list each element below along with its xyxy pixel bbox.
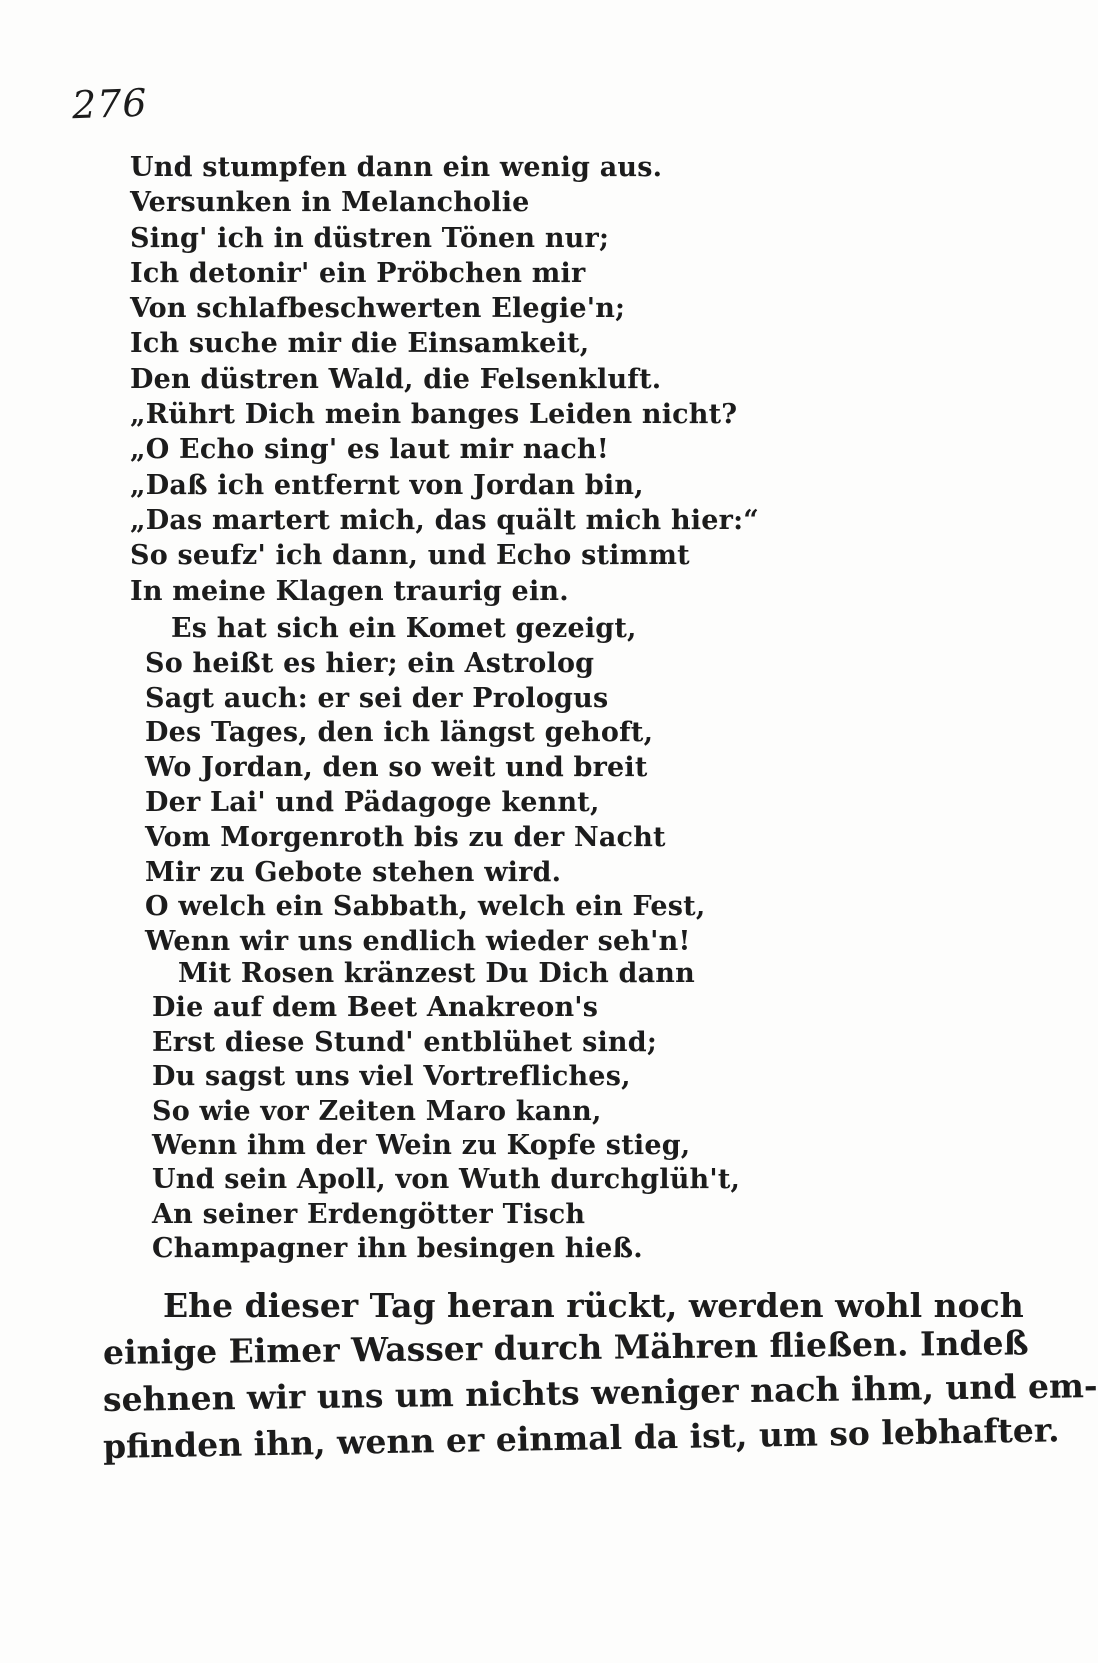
verse-line: Vom Morgenroth bis zu der Nacht: [145, 821, 666, 853]
prose-line: sehnen wir uns um nichts weniger nach ihm, und em-: [102, 1366, 1098, 1419]
verse-line: „Das martert mich, das quält mich hier:“: [130, 504, 759, 536]
prose-line: pfinden ihn, wenn er einmal da ist, um so lebhafter.: [102, 1410, 1060, 1466]
verse-line: Und sein Apoll, von Wuth durchglüh't,: [152, 1164, 741, 1196]
verse-line: Den düstren Wald, die Felsenkluft.: [130, 363, 662, 395]
prose-paragraph: [102, 1282, 1098, 1470]
verse-line: Mit Rosen kränzest Du Dich dann: [178, 958, 695, 989]
verse-line: Sing' ich in düstren Tönen nur;: [130, 222, 610, 254]
verse-line: Und stumpfen dann ein wenig aus.: [130, 152, 663, 183]
verse-line: Erst diese Stund' entblühet sind;: [152, 1026, 658, 1058]
verse-line: Die auf dem Beet Anakreon's: [152, 992, 599, 1024]
verse-line: „Daß ich entfernt von Jordan bin,: [130, 469, 644, 501]
verse-line: Ich detonir' ein Pröbchen mir: [130, 257, 586, 289]
verse-line: Du sagst uns viel Vortrefliches,: [152, 1061, 631, 1093]
verse-line: So seufz' ich dann, und Echo stimmt: [130, 540, 690, 572]
verse-line: Champagner ihn besingen hieß.: [152, 1233, 643, 1265]
verse-line: Der Lai' und Pädagoge kennt,: [145, 786, 600, 818]
poem-stanza-1: [130, 150, 759, 609]
verse-line: O welch ein Sabbath, welch ein Fest,: [145, 891, 706, 923]
verse-line: „O Echo sing' es laut mir nach!: [130, 434, 609, 466]
verse-line: So heißt es hier; ein Astrolog: [145, 647, 595, 679]
prose-line: einige Eimer Wasser durch Mähren fließen. Indeß: [102, 1323, 1029, 1372]
poem-stanza-3: [152, 957, 740, 1267]
page-number: 276: [71, 80, 149, 128]
verse-line: Ich suche mir die Einsamkeit,: [130, 328, 590, 360]
verse-line: Wenn wir uns endlich wieder seh'n!: [145, 926, 691, 958]
verse-line: Sagt auch: er sei der Prologus: [145, 682, 609, 714]
verse-line: Mir zu Gebote stehen wird.: [145, 856, 562, 888]
verse-line: Des Tages, den ich längst gehoft,: [145, 717, 654, 749]
verse-line: Wo Jordan, den so weit und breit: [145, 752, 648, 784]
verse-line: An seiner Erdengötter Tisch: [152, 1198, 586, 1230]
verse-line: Versunken in Melancholie: [130, 187, 530, 219]
verse-line: „Rührt Dich mein banges Leiden nicht?: [130, 399, 738, 431]
verse-line: Von schlafbeschwerten Elegie'n;: [130, 293, 626, 325]
prose-line: Ehe dieser Tag heran rückt, werden wohl noch: [163, 1286, 1024, 1325]
verse-line: Es hat sich ein Komet gezeigt,: [171, 613, 637, 644]
poem-stanza-2: [145, 612, 705, 960]
verse-line: In meine Klagen traurig ein.: [130, 575, 569, 607]
verse-line: So wie vor Zeiten Maro kann,: [152, 1095, 602, 1127]
verse-line: Wenn ihm der Wein zu Kopfe stieg,: [152, 1130, 691, 1162]
